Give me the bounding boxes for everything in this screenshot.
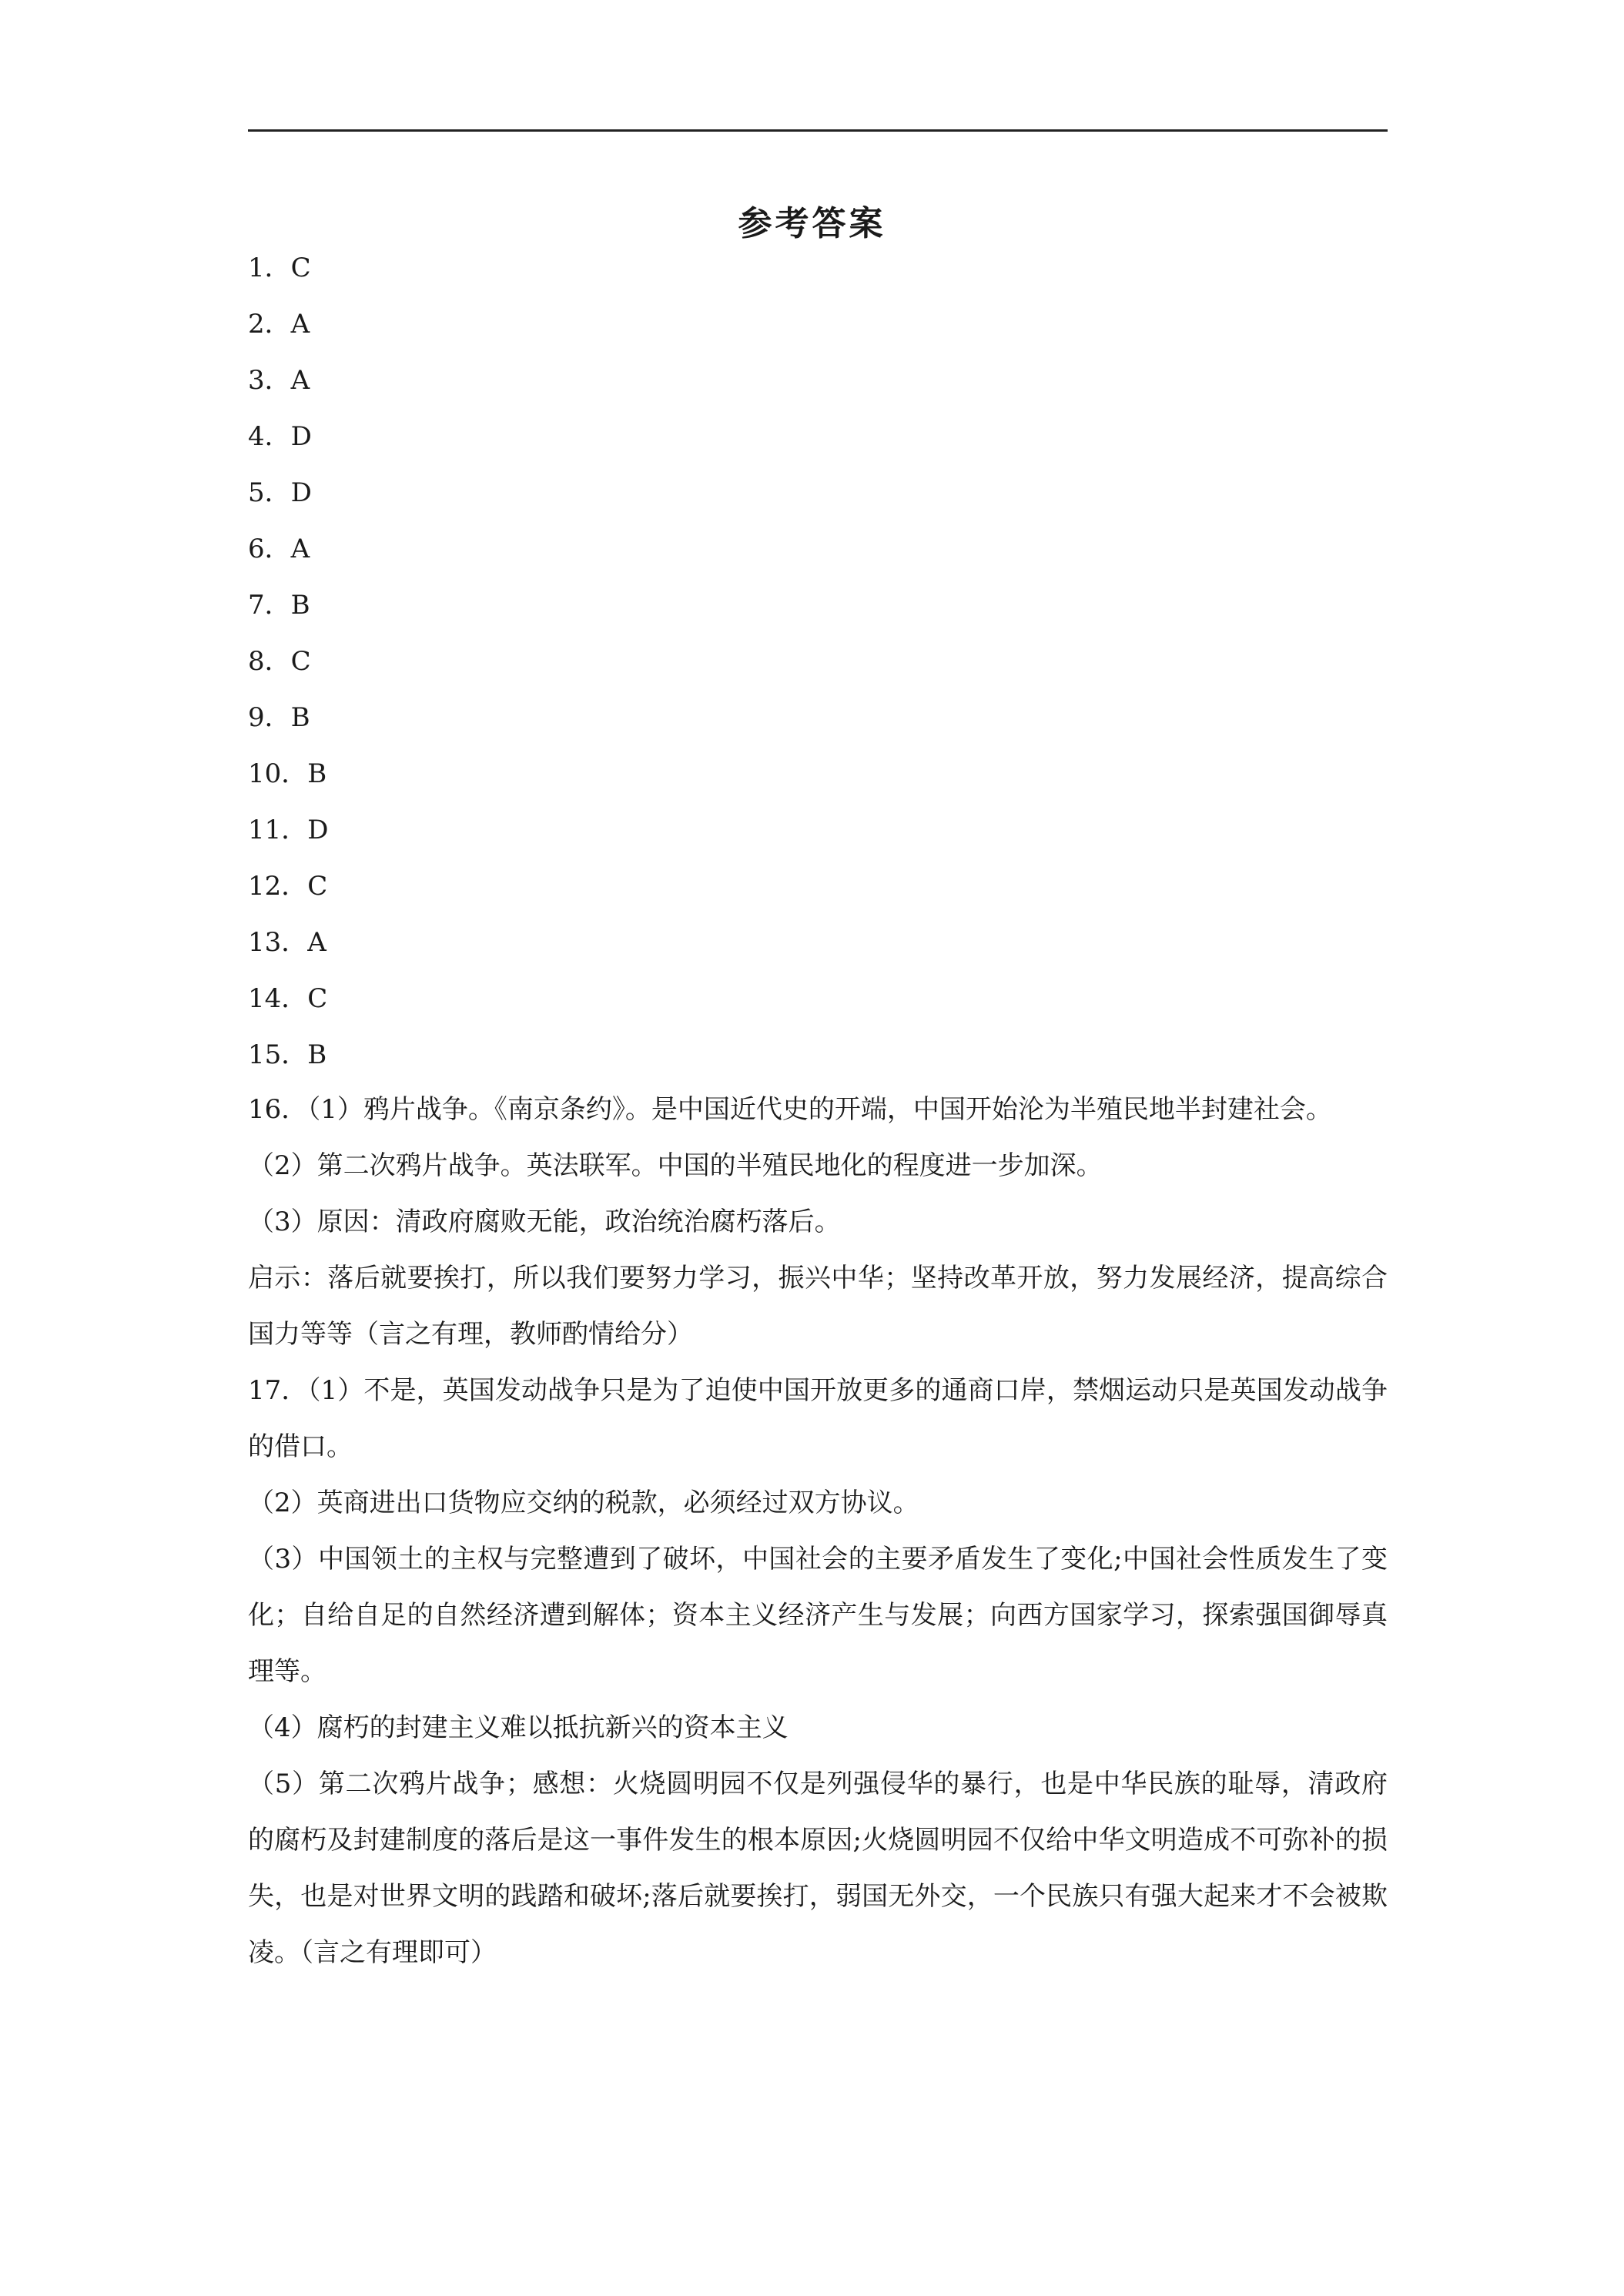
header-rule — [248, 129, 1388, 132]
q17-part4: （4）腐朽的封建主义难以抵抗新兴的资本主义 — [248, 1712, 789, 1743]
answer-item: 8．C — [248, 646, 311, 677]
answer-item: 15．B — [248, 1039, 327, 1070]
answer-item: 14．C — [248, 983, 328, 1014]
answer-item: 9．B — [248, 702, 310, 733]
answer-item: 3．A — [248, 365, 310, 396]
answer-item: 5．D — [248, 477, 312, 508]
q17-part1: 17．（1）不是，英国发动战争只是为了迫使中国开放更多的通商口岸，禁烟运动只是英国发动战争的借口。 — [248, 1375, 1388, 1462]
q16-inspiration: 启示：落后就要挨打，所以我们要努力学习，振兴中华；坚持改革开放，努力发展经济，提高综合国力等等（言之有理，教师酌情给分） — [248, 1263, 1388, 1350]
answer-item: 6．A — [248, 534, 310, 564]
q17-part3: （3）中国领土的主权与完整遭到了破坏，中国社会的主要矛盾发生了变化;中国社会性质发生了变化；自给自足的自然经济遭到解体；资本主义经济产生与发展；向西方国家学习，探索强国御辱真理等。 — [248, 1544, 1388, 1687]
q17-part2: （2）英商进出口货物应交纳的税款，必须经过双方协议。 — [248, 1488, 919, 1518]
answer-item: 4．D — [248, 421, 312, 452]
q16-part1: 16．（1）鸦片战争。《南京条约》。是中国近代史的开端，中国开始沦为半殖民地半封建社会。 — [248, 1094, 1332, 1125]
answer-item: 2．A — [248, 309, 310, 340]
answer-item: 1．C — [248, 253, 311, 283]
answer-item: 13．A — [248, 927, 326, 958]
q17-part5: （5）第二次鸦片战争；感想：火烧圆明园不仅是列强侵华的暴行，也是中华民族的耻辱，清政府的腐朽及封建制度的落后是这一事件发生的根本原因;火烧圆明园不仅给中华文明造成不可弥补的损失，也是对世界文明的践踏和破坏;落后就要挨打，弱国无外交，一个民族只有强大起来才不会被欺凌。（言之有理即可） — [248, 1769, 1388, 1968]
answer-item: 11．D — [248, 815, 329, 845]
essay-answers — [248, 1082, 1388, 1981]
q16-part3: （3）原因：清政府腐败无能，政治统治腐朽落后。 — [248, 1207, 841, 1237]
answer-item: 10．B — [248, 758, 327, 789]
multiple-choice-answers — [248, 246, 1388, 1089]
answer-item: 12．C — [248, 871, 328, 902]
answer-item: 7．B — [248, 590, 310, 621]
page-title: 参考答案 — [738, 204, 886, 243]
q16-part2: （2）第二次鸦片战争。英法联军。中国的半殖民地化的程度进一步加深。 — [248, 1150, 1103, 1181]
